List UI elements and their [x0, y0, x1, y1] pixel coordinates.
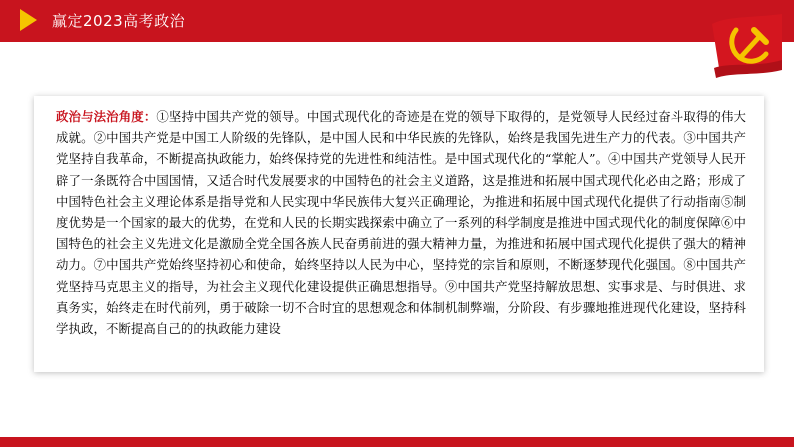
content-paragraph: [56, 106, 746, 339]
header-title: 赢定2023高考政治: [52, 12, 186, 30]
section-heading: 政治与法治角度：: [56, 109, 157, 124]
hammer-sickle-flag-icon: [710, 10, 784, 84]
bottom-bar: [0, 437, 794, 447]
body-text: ①坚持中国共产党的领导。中国式现代化的奇迹是在党的领导下取得的，是党领导人民经过奋斗取得的伟大成就。②中国共产党是中国工人阶级的先锋队，是中国人民和中华民族的先锋队，始终是我国先进生产力的代表。③中国共产党坚持自我革命，不断提高执政能力，始终保持党的先进性和纯洁性。是中国式现代化的“掌舵人”。④中国共产党领导人民开辟了一条既符合中国国情，又适合时代发展要求的中国特色的社会主义道路，这是推进和拓展中国式现代化必由之路；形成了中国特色社会主义理论体系是指导党和人民实现中华民族伟大复兴正确理论，为推进和拓展中国式现代化提供了行动指南⑤制度优势是一个国家的最大的优势，在党和人民的长期实践探索中确立了一系列的科学制度是推进中国式现代化的制度保障⑥中国特色的社会主义先进文化是激励全党全国各族人民奋勇前进的强大精神力量，为推进和拓展中国式现代化提供了强大的精神动力。⑦中国共产党始终坚持初心和使命，始终坚持以人民为中心，坚持党的宗旨和原则，不断逐梦现代化强国。⑧中国共产党坚持马克思主义的指导，为社会主义现代化建设提供正确思想指导。⑨中国共产党坚持解放思想、实事求是、与时俱进、求真务实，始终走在时代前列，勇于破除一切不合时宜的思想观念和体制机制弊端，分阶段、有步骤地推进现代化建设，坚持科学执政，不断提高自己的的执政能力建设: [56, 109, 746, 337]
play-triangle-icon: [20, 9, 37, 31]
header-bar: [0, 0, 794, 42]
content-box: [34, 96, 764, 372]
